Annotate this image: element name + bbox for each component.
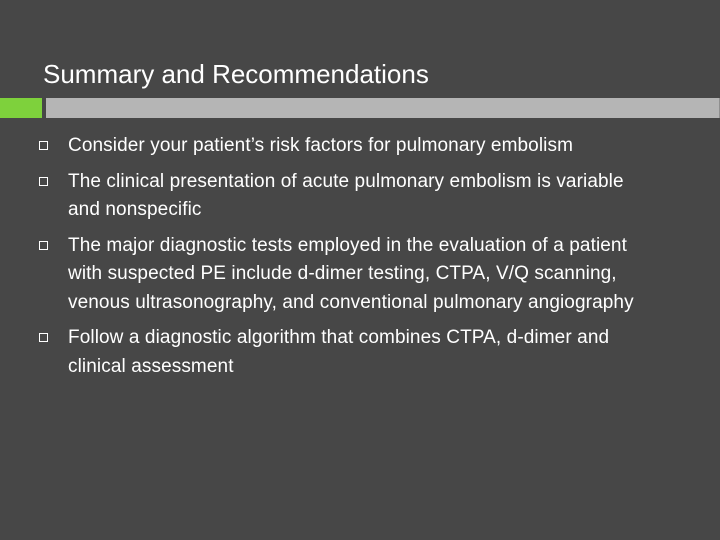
hollow-square-bullet-icon (39, 241, 48, 250)
bullet-text: The clinical presentation of acute pulmonary embolism is variable and nonspecific (68, 170, 624, 220)
hollow-square-bullet-icon (39, 177, 48, 186)
bullet-list (38, 132, 638, 388)
bullet-item (38, 168, 638, 225)
title-accent-bar (0, 98, 42, 118)
bullet-text: Consider your patient’s risk factors for pulmonary embolism (68, 135, 574, 156)
slide-title: Summary and Recommendations (43, 59, 429, 89)
bullet-item (38, 232, 638, 318)
title-divider-bar (46, 98, 720, 118)
bullet-text: The major diagnostic tests employed in the evaluation of a patient with suspected PE include d-dimer testing, CTPA, V/Q scanning, venous ultrasonography, and conventional pulmonary angiography (68, 234, 634, 313)
bullet-text: Follow a diagnostic algorithm that combines CTPA, d-dimer and clinical assessment (68, 327, 610, 377)
bullet-item (38, 132, 638, 161)
bullet-item (38, 324, 638, 381)
hollow-square-bullet-icon (39, 333, 48, 342)
hollow-square-bullet-icon (39, 141, 48, 150)
